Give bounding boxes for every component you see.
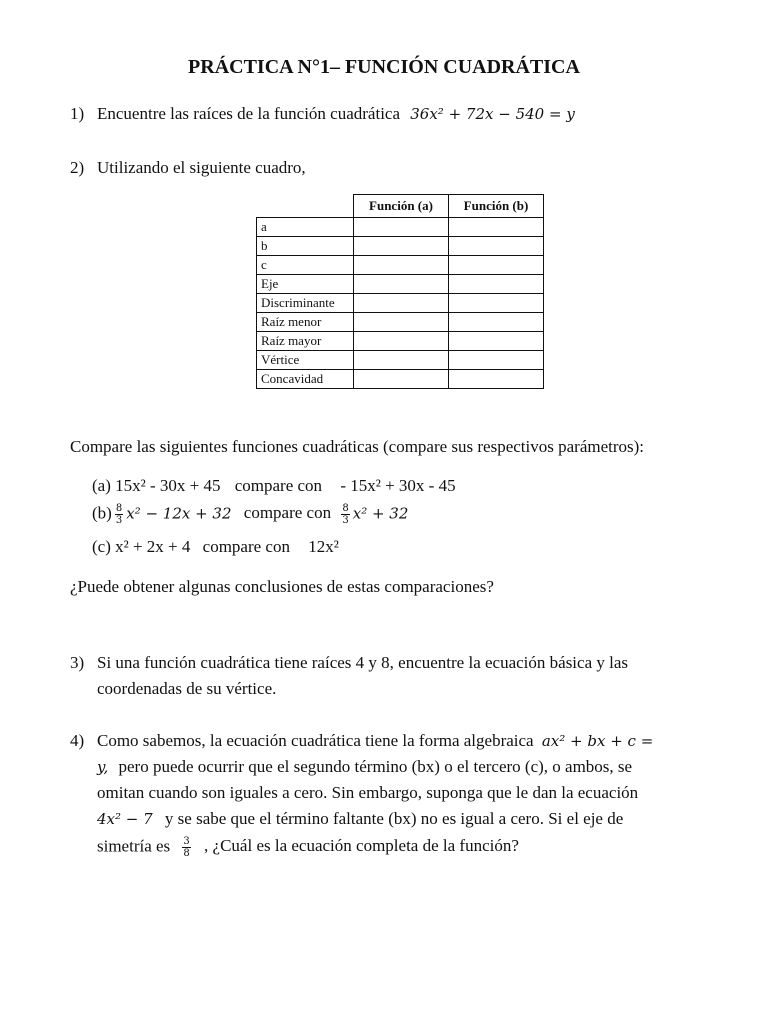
table-header-function-b: Función (b) [449, 195, 544, 218]
table-row [257, 218, 544, 237]
question-1-text [97, 104, 575, 124]
compare-item-b-fraction-left [115, 503, 123, 526]
compare-item-a [92, 476, 456, 496]
table-row [257, 351, 544, 370]
table-cell[interactable] [449, 370, 544, 389]
table-row [257, 256, 544, 275]
table-cell[interactable] [449, 256, 544, 275]
table-row-label: c [257, 256, 354, 275]
compare-item-c-left: x² + 2x + 4 [115, 537, 191, 556]
question-3-line-2: coordenadas de su vértice. [97, 679, 277, 698]
table-row [257, 332, 544, 351]
question-4-line-4-text: y se sabe que el término faltante (bx) no es igual a cero. Si el eje de [164, 809, 624, 828]
question-4-axis-fraction [182, 836, 190, 859]
compare-item-a-right: - 15x² + 30x - 45 [340, 476, 456, 495]
table-row-label: b [257, 237, 354, 256]
question-3-line-1: Si una función cuadrática tiene raíces 4 y 8, encuentre la ecuación básica y las [97, 653, 629, 672]
table-cell[interactable] [354, 332, 449, 351]
table-row-label: Raíz mayor [257, 332, 354, 351]
table-row [257, 237, 544, 256]
compare-intro: Compare las siguientes funciones cuadráticas (compare sus respectivos parámetros): [70, 437, 645, 456]
table-cell[interactable] [354, 218, 449, 237]
question-1-equation: 36x² + 72x − 540 = y [410, 105, 575, 123]
table-header-row [257, 195, 544, 218]
question-4-line-5-text: simetría es [97, 836, 171, 856]
question-1-prompt: Encuentre las raíces de la función cuadrática [97, 104, 401, 123]
question-2-text: Utilizando el siguiente cuadro, [97, 158, 306, 177]
table-cell[interactable] [449, 313, 544, 332]
table-cell[interactable] [354, 294, 449, 313]
parameters-table [256, 194, 544, 389]
fraction-denominator: 3 [115, 515, 123, 526]
table-row [257, 275, 544, 294]
compare-item-a-connector: compare con [234, 476, 323, 495]
table-cell[interactable] [449, 332, 544, 351]
question-3-number: 3) [70, 653, 85, 672]
compare-item-a-left: 15x² - 30x + 45 [115, 476, 221, 495]
fraction-denominator: 8 [183, 848, 190, 859]
table-cell[interactable] [449, 294, 544, 313]
table-row [257, 370, 544, 389]
table-row [257, 313, 544, 332]
table-cell[interactable] [449, 237, 544, 256]
table-cell[interactable] [354, 351, 449, 370]
question-4-line-4 [97, 809, 623, 829]
table-cell[interactable] [449, 275, 544, 294]
table-header-function-a: Función (a) [354, 195, 449, 218]
compare-item-b-label: (b) [92, 503, 112, 523]
table-row-label: Eje [257, 275, 354, 294]
question-4-line-5 [97, 836, 519, 859]
compare-item-c [92, 537, 339, 557]
question-1-number: 1) [70, 104, 85, 123]
question-4-general-form: ax² + bx + c = [541, 732, 654, 750]
table-cell[interactable] [354, 256, 449, 275]
fraction-numerator: 8 [342, 503, 349, 514]
table-row [257, 294, 544, 313]
table-cell[interactable] [354, 237, 449, 256]
question-4-number: 4) [70, 731, 85, 750]
table-row-label: Discriminante [257, 294, 354, 313]
compare-item-b-left: x² − 12x + 32 [126, 504, 232, 523]
question-4-line-2 [97, 757, 632, 777]
table-row-label: Concavidad [257, 370, 354, 389]
question-4-line-1-text: Como sabemos, la ecuación cuadrática tiene la forma algebraica [97, 731, 534, 750]
table-header-blank [257, 195, 354, 218]
fraction-denominator: 3 [342, 515, 349, 526]
compare-item-b-fraction-right [341, 503, 349, 526]
compare-item-b [92, 503, 408, 526]
question-4-line-5-end: , ¿Cuál es la ecuación completa de la función? [204, 836, 519, 856]
table-cell[interactable] [354, 313, 449, 332]
comparison-conclusion: ¿Puede obtener algunas conclusiones de estas comparaciones? [70, 577, 494, 596]
compare-item-c-label: (c) [92, 537, 111, 556]
table-cell[interactable] [449, 218, 544, 237]
table-row-label: Vértice [257, 351, 354, 370]
question-4-line-3: omitan cuando son iguales a cero. Sin embargo, suponga que le dan la ecuación [97, 783, 639, 802]
question-2-number: 2) [70, 158, 85, 177]
table-cell[interactable] [449, 351, 544, 370]
compare-item-a-label: (a) [92, 476, 111, 495]
table-row-label: a [257, 218, 354, 237]
compare-item-c-connector: compare con [202, 537, 290, 556]
question-4-y: y, [97, 758, 109, 776]
page-title: PRÁCTICA N°1– FUNCIÓN CUADRÁTICA [188, 56, 580, 78]
question-4-given-equation: 4x² − 7 [97, 810, 153, 828]
fraction-numerator: 8 [115, 503, 123, 514]
compare-item-b-right: x² + 32 [352, 504, 409, 523]
table-cell[interactable] [354, 275, 449, 294]
table-row-label: Raíz menor [257, 313, 354, 332]
compare-item-b-connector: compare con [243, 503, 332, 523]
question-4-line-2-text: pero puede ocurrir que el segundo término (bx) o el tercero (c), o ambos, se [118, 757, 633, 776]
table-cell[interactable] [354, 370, 449, 389]
question-4-line-1 [97, 731, 653, 751]
compare-item-c-right: 12x² [308, 537, 339, 556]
fraction-numerator: 3 [183, 836, 190, 847]
